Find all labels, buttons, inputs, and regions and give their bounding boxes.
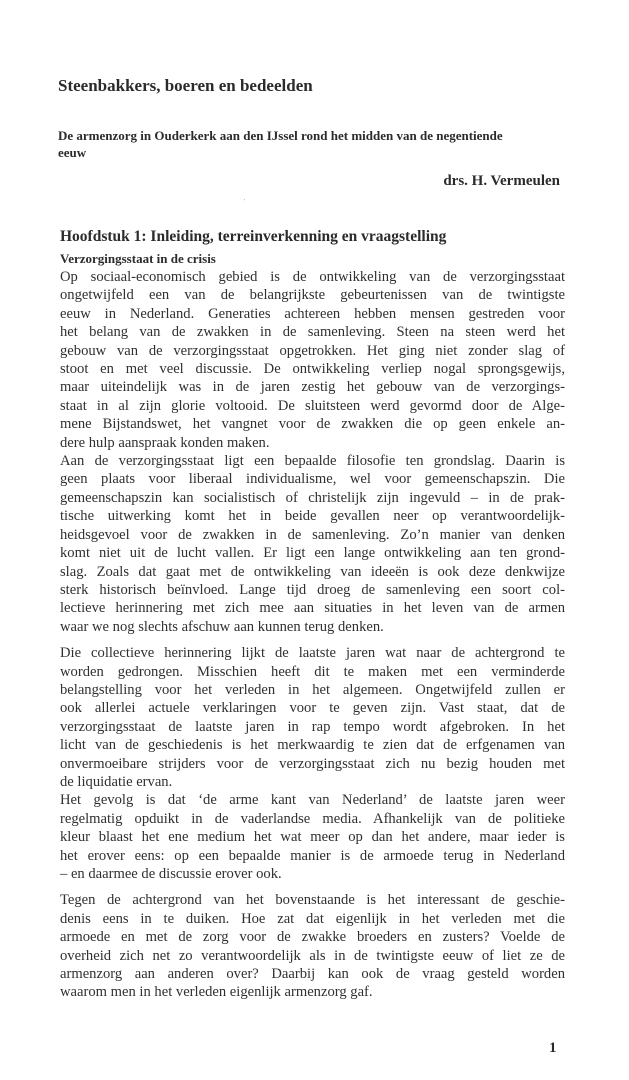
- paragraph: [60, 452, 565, 636]
- text-line: eeuw in Nederland. Generaties achtereen hebben mensen gestreden voor: [60, 305, 565, 322]
- text-line: kleur blaast het ene medium het wat meer op dan het andere, maar ieder is: [60, 829, 565, 846]
- text-line: denis eens in te duiken. Hoe zat dat eigenlijk in het verleden met die: [60, 910, 565, 927]
- text-line: waar we nog slechts afschuw aan kunnen terug denken.: [60, 618, 384, 635]
- text-line: komt niet uit de lucht vallen. Er ligt een lange ontwikkeling aan ten grond-: [60, 545, 565, 562]
- body-text: [60, 268, 565, 1002]
- text-line: slag. Zoals dat gaat met de ontwikkeling van ideeën is ook deze denkwijze: [60, 563, 565, 580]
- document-subtitle: De armenzorg in Ouderkerk aan den IJssel rond het midden van de negentiende eeuw: [58, 128, 503, 160]
- text-line: Het gevolg is dat ‘de arme kant van Nederland’ de laatste jaren weer: [60, 792, 565, 809]
- text-line: gebouw van de verzorgingsstaat opgetrokken. Het ging niet zonder slag of: [60, 342, 565, 359]
- section-heading: Verzorgingsstaat in de crisis: [60, 251, 216, 266]
- author-name: drs. H. Vermeulen: [443, 173, 560, 189]
- text-line: gemeenschapszin kan socialistisch of christelijk zijn ingevuld – in de prak-: [60, 489, 565, 506]
- text-line: het belang van de zwakken in de samenleving. Steen na steen werd het: [60, 324, 565, 341]
- text-line: de liquidatie ervan.: [60, 773, 173, 790]
- text-line: tische uitwerking komt het in beide gevallen neer op verantwoordelijk-: [60, 508, 565, 525]
- text-line: maar uiteindelijk was in de jaren zestig het gebouw van de verzorgings-: [60, 379, 565, 396]
- text-line: geen plaats voor liberaal individualisme, wel voor gemeenschapszin. Die: [60, 471, 565, 488]
- text-line: armoede en met de zorg voor de zwakke broeders en zusters? Voelde de: [60, 929, 565, 946]
- text-line: belangstelling voor het verleden in het algemeen. Ongetwijfeld zullen er: [60, 681, 565, 698]
- text-line: dere hulp aanspraak konden maken.: [60, 434, 270, 451]
- text-line: licht van de geschiedenis is het merkwaardig te zien dat de erfgenamen van: [60, 737, 565, 754]
- paragraph: [60, 791, 565, 883]
- text-line: armenzorg aan anderen over? Daarbij kan ook de vraag gesteld worden: [60, 966, 565, 983]
- text-line: regelmatig opduikt in de vaderlandse media. Afhankelijk van de politieke: [60, 810, 565, 827]
- text-line: Aan de verzorgingsstaat ligt een bepaalde filosofie ten grondslag. Daarin is: [60, 453, 565, 470]
- text-line: Die collectieve herinnering lijkt de laatste jaren wat naar de achtergrond te: [60, 645, 565, 662]
- text-line: staat in al zijn glorie voltooid. De sluitsteen werd gevormd door de Alge-: [60, 397, 565, 414]
- document-title: Steenbakkers, boeren en bedeelden: [58, 76, 313, 95]
- text-line: verzorgingsstaat de laatste jaren in rap tempo wordt afgebroken. In het: [60, 718, 565, 735]
- scan-speck: ': [244, 199, 246, 205]
- text-line: het erover eens: op een bepaalde manier is de armoede terug in Nederland: [60, 847, 565, 864]
- text-line: worden gedrongen. Misschien heeft dit te maken met een verminderde: [60, 663, 565, 680]
- paragraph: [60, 268, 565, 452]
- text-line: sterk historisch beïnvloed. Lange tijd droeg de samenleving een soort col-: [60, 581, 565, 598]
- text-line: overheid zich net zo verantwoordelijk als in de twintigste eeuw of liet ze de: [60, 947, 565, 964]
- text-line: – en daarmee de discussie erover ook.: [60, 866, 282, 882]
- text-line: Tegen de achtergrond van het bovenstaande is het interessant de geschie-: [60, 892, 565, 909]
- text-line: ongetwijfeld een van de belangrijkste gebeurtenissen van de twintigste: [60, 287, 565, 304]
- text-line: waarom men in het verleden eigenlijk armenzorg gaf.: [60, 984, 373, 1001]
- page-number: 1: [549, 1040, 557, 1056]
- text-line: heidsgevoel voor de zwakken in de samenleving. Zo’n manier van denken: [60, 526, 565, 543]
- text-line: mene Bijstandswet, het vangnet voor de zwakken die op geen enkele an-: [60, 416, 565, 433]
- text-line: Op sociaal-economisch gebied is de ontwikkeling van de verzorgingsstaat: [60, 269, 565, 285]
- text-line: onvermoeibare strijders voor de verzorgingsstaat zich nu bezig houden met: [60, 755, 565, 772]
- paragraph: [60, 891, 565, 1001]
- text-line: stoot en met veel discussie. De ontwikkeling verliep nogal sprongsgewijs,: [60, 361, 565, 378]
- paragraph: [60, 644, 565, 791]
- text-line: ook allerlei actuele verklaringen voor te geven zijn. Vast staat, dat de: [60, 700, 565, 717]
- text-line: lectieve herinnering met zich mee aan situaties in het leven van de armen: [60, 600, 565, 617]
- chapter-heading: Hoofdstuk 1: Inleiding, terreinverkenning en vraagstelling: [60, 228, 447, 245]
